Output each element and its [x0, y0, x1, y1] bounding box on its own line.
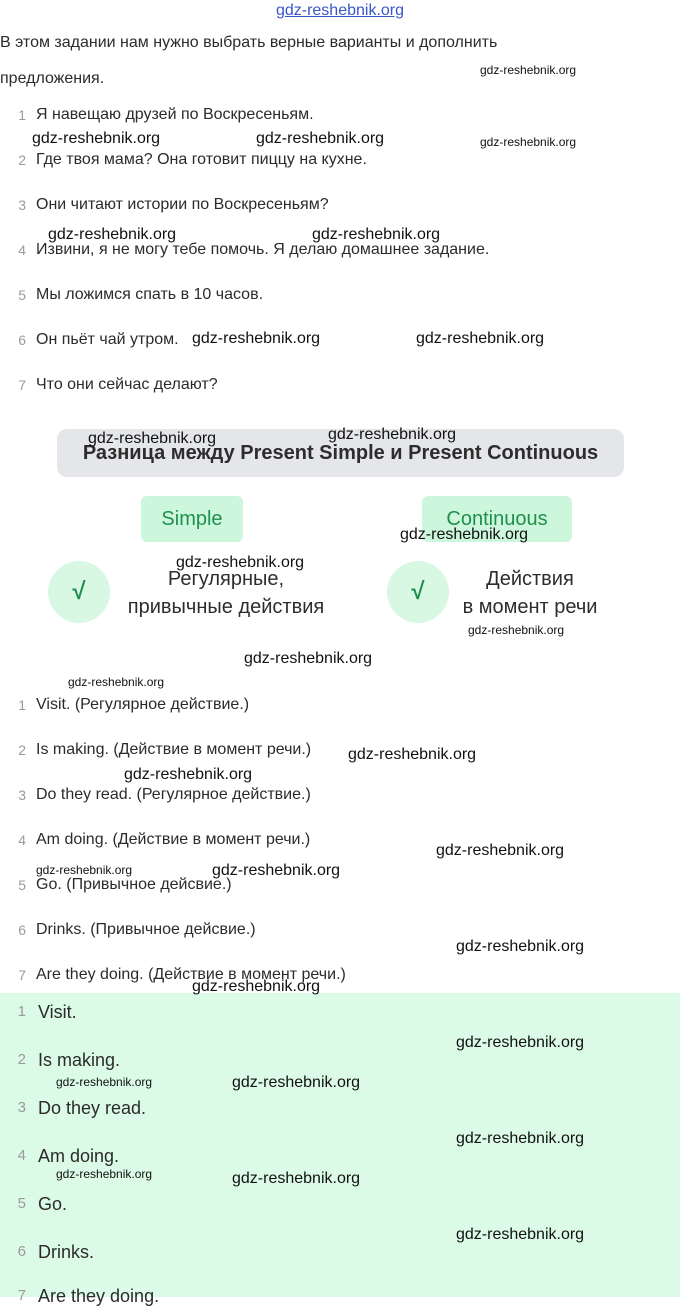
watermark: gdz-reshebnik.org — [124, 766, 253, 783]
item-number: 4 — [17, 1147, 26, 1164]
item-text: Go. — [38, 1194, 68, 1214]
item-number: 5 — [17, 1195, 26, 1212]
continuous-description — [440, 565, 620, 621]
watermark: gdz-reshebnik.org — [56, 1167, 153, 1181]
watermark: gdz-reshebnik.org — [192, 330, 321, 347]
item-number: 6 — [18, 922, 26, 938]
watermark: gdz-reshebnik.org — [328, 426, 457, 443]
item-number: 3 — [18, 787, 26, 803]
item-text: Do they read. (Регулярное действие.) — [36, 786, 311, 803]
watermark: gdz-reshebnik.org — [68, 675, 165, 689]
watermark: gdz-reshebnik.org — [468, 623, 565, 637]
item-text: Is making. (Действие в момент речи.) — [36, 741, 312, 758]
item-number: 3 — [17, 1099, 26, 1116]
item-number: 5 — [18, 287, 26, 303]
watermark: gdz-reshebnik.org — [436, 842, 565, 859]
item-text: Visit. (Регулярное действие.) — [36, 696, 250, 713]
item-text: Am doing. (Действие в момент речи.) — [36, 831, 311, 848]
item-number: 7 — [17, 1287, 26, 1304]
watermark: gdz-reshebnik.org — [456, 1130, 585, 1147]
item-text: Drinks. (Привычное дейсвие.) — [36, 921, 256, 938]
item-text: Drinks. — [38, 1242, 95, 1262]
item-text: Do they read. — [38, 1098, 147, 1118]
simple-desc-line-1: Регулярные, — [167, 568, 285, 590]
comparison-title: Разница между Present Simple и Present Continuous — [57, 429, 624, 477]
item-text: Am doing. — [38, 1146, 120, 1166]
item-number: 2 — [18, 742, 26, 758]
item-number: 6 — [17, 1243, 26, 1260]
item-number: 2 — [17, 1051, 26, 1068]
intro-line-1: В этом задании нам нужно выбрать верные варианты и дополнить — [0, 34, 498, 51]
item-number: 7 — [18, 967, 26, 983]
item-text: Что они сейчас делают? — [36, 376, 218, 393]
item-text: Извини, я не могу тебе помочь. Я делаю домашнее задание. — [36, 241, 490, 258]
watermark: gdz-reshebnik.org — [88, 430, 217, 447]
watermark: gdz-reshebnik.org — [232, 1170, 361, 1187]
item-text: Они читают истории по Воскресеньям? — [36, 196, 329, 213]
watermark: gdz-reshebnik.org — [348, 746, 477, 763]
item-number: 7 — [18, 377, 26, 393]
item-text: Are they doing. — [38, 1286, 160, 1306]
watermark: gdz-reshebnik.org — [56, 1075, 153, 1089]
item-text: Я навещаю друзей по Воскресеньям. — [36, 106, 314, 123]
continuous-desc-line-2: в момент речи — [462, 596, 598, 618]
watermark: gdz-reshebnik.org — [456, 1226, 585, 1243]
continuous-pill: Continuous — [422, 496, 572, 542]
simple-description — [110, 565, 342, 621]
watermark: gdz-reshebnik.org — [212, 862, 341, 879]
watermark: gdz-reshebnik.org — [232, 1074, 361, 1091]
watermark: gdz-reshebnik.org — [480, 135, 577, 149]
item-text: Is making. — [38, 1050, 121, 1070]
item-text: Are they doing. (Действие в момент речи.) — [36, 966, 346, 983]
item-number: 4 — [18, 832, 26, 848]
item-number: 1 — [18, 107, 26, 123]
check-icon: √ — [387, 561, 449, 623]
simple-desc-line-2: привычные действия — [127, 596, 325, 618]
item-text: Go. (Привычное дейсвие.) — [36, 876, 232, 893]
watermark: gdz-reshebnik.org — [176, 554, 305, 571]
simple-pill: Simple — [141, 496, 243, 542]
watermark: gdz-reshebnik.org — [256, 130, 385, 147]
item-number: 4 — [18, 242, 26, 258]
watermark: gdz-reshebnik.org — [416, 330, 545, 347]
continuous-desc-line-1: Действия — [486, 568, 574, 590]
item-text: Мы ложимся спать в 10 часов. — [36, 286, 264, 303]
watermark: gdz-reshebnik.org — [456, 938, 585, 955]
watermark: gdz-reshebnik.org — [48, 226, 177, 243]
watermark: gdz-reshebnik.org — [456, 1034, 585, 1051]
watermark: gdz-reshebnik.org — [480, 63, 577, 77]
item-number: 2 — [18, 152, 26, 168]
item-number: 1 — [17, 1003, 26, 1020]
intro-line-2: предложения. — [0, 70, 105, 87]
item-text: Где твоя мама? Она готовит пиццу на кухне. — [36, 151, 367, 168]
item-number: 3 — [18, 197, 26, 213]
check-icon: √ — [48, 561, 110, 623]
site-header-link[interactable]: gdz-reshebnik.org — [275, 2, 405, 19]
item-number: 5 — [18, 877, 26, 893]
item-text: Visit. — [38, 1002, 77, 1022]
watermark: gdz-reshebnik.org — [32, 130, 161, 147]
item-number: 6 — [18, 332, 26, 348]
watermark: gdz-reshebnik.org — [36, 863, 133, 877]
watermark: gdz-reshebnik.org — [244, 650, 373, 667]
watermark: gdz-reshebnik.org — [192, 978, 321, 995]
watermark: gdz-reshebnik.org — [400, 526, 529, 543]
item-text: Он пьёт чай утром. — [36, 331, 179, 348]
item-number: 1 — [18, 697, 26, 713]
task-intro — [0, 25, 640, 97]
watermark: gdz-reshebnik.org — [312, 226, 441, 243]
